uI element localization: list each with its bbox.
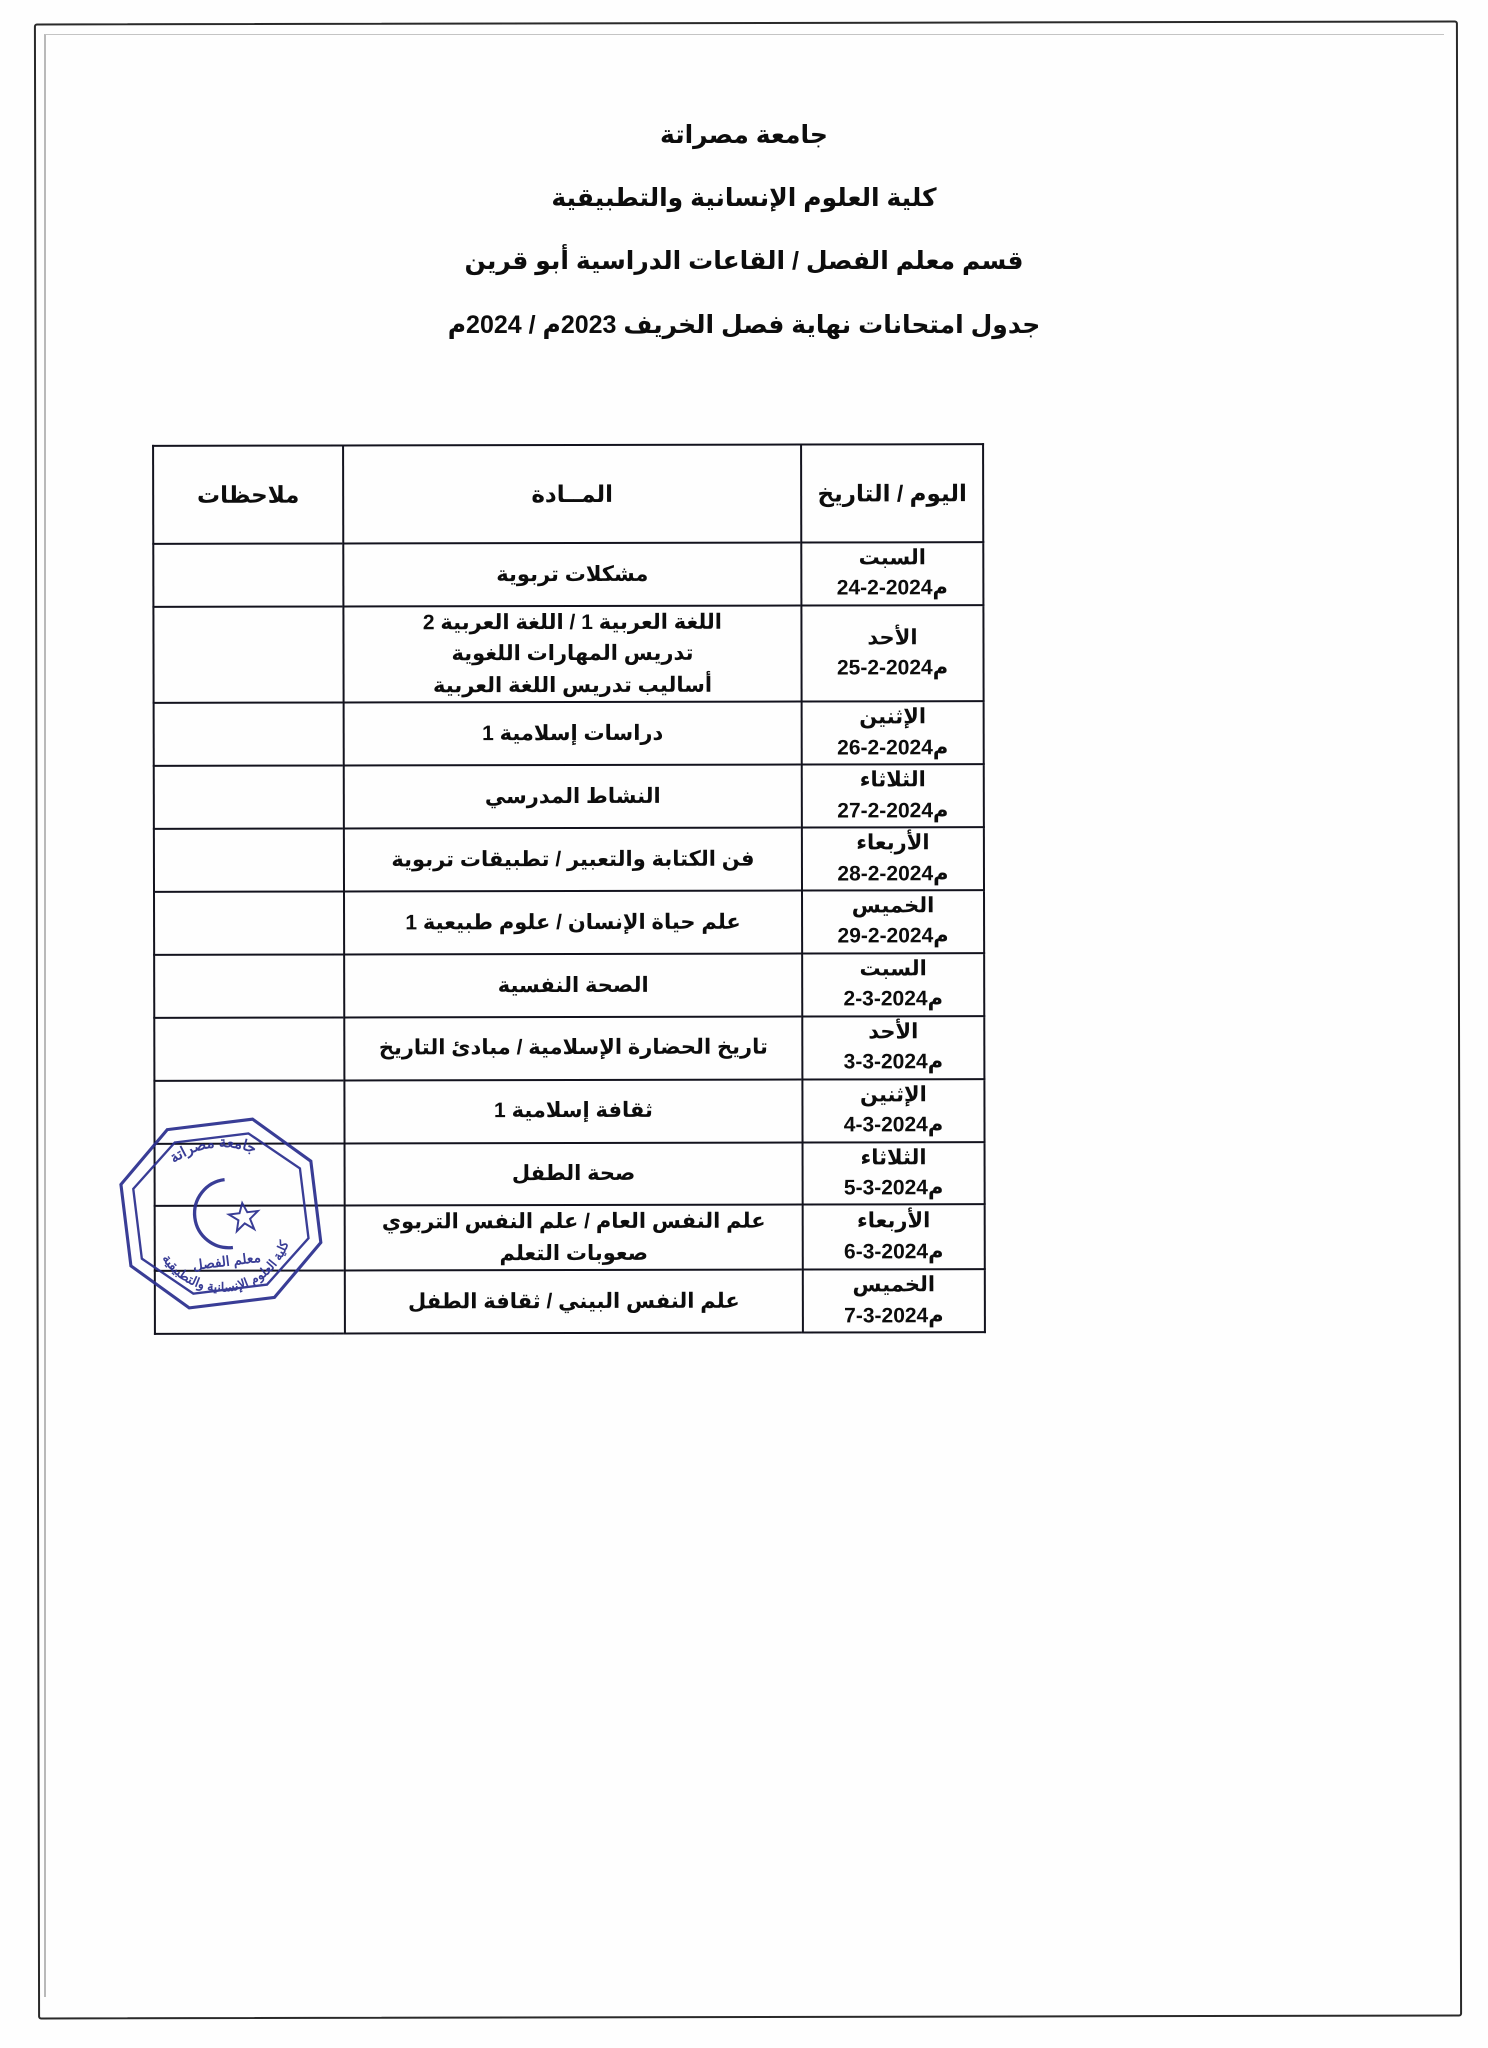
exam-subject-line: ثقافة إسلامية 1 (494, 1099, 653, 1123)
exam-day-name: الإثنين (859, 705, 927, 729)
exam-day-name: الثلاثاء (860, 1145, 927, 1169)
exam-date-cell (802, 890, 984, 953)
exam-subject-line: مشكلات تربوية (496, 562, 649, 586)
stamp-line-bottom: كلية العلوم الإنسانية والتطبيقية (159, 1238, 292, 1295)
exam-subject-line: علم النفس العام / علم النفس التربوي (381, 1209, 766, 1234)
table-row (155, 1205, 985, 1272)
exam-subject-cell (344, 765, 802, 829)
exam-date-value: 6-3-2024م (844, 1240, 944, 1264)
page-title: جدول امتحانات نهاية فصل الخريف 2023م / 2024م (447, 311, 1041, 339)
column-header-subject: المــادة (343, 445, 801, 544)
exam-notes-cell (154, 829, 344, 892)
table-row (154, 764, 984, 829)
table-row (154, 953, 984, 1018)
exam-subject-line: تاريخ الحضارة الإسلامية / مبادئ التاريخ (378, 1036, 768, 1060)
exam-day-name: السبت (858, 546, 926, 570)
exam-notes-cell (155, 1271, 345, 1334)
exam-subject-cell (343, 543, 801, 607)
exam-notes-cell (154, 1080, 344, 1143)
exam-date-value: 27-2-2024م (837, 798, 949, 823)
exam-date-cell (802, 702, 984, 765)
exam-notes-cell (153, 543, 343, 606)
exam-notes-cell (154, 703, 344, 766)
exam-subject-line: الصحة النفسية (497, 973, 649, 997)
column-header-notes: ملاحظات (153, 445, 343, 543)
table-row (153, 542, 983, 607)
exam-subject-cell (343, 605, 801, 702)
exam-notes-cell (154, 1017, 344, 1080)
exam-notes-cell (155, 1143, 345, 1206)
exam-subject-cell (344, 891, 802, 955)
exam-notes-cell (154, 954, 344, 1017)
table-row (155, 1142, 985, 1207)
exam-date-value: 7-3-2024م (844, 1304, 944, 1328)
exam-date-cell (802, 764, 984, 827)
exam-day-name: الخميس (851, 894, 935, 918)
exam-subject-cell (344, 953, 802, 1017)
table-row (154, 890, 984, 955)
exam-day-name: الخميس (852, 1273, 936, 1297)
exam-date-cell (803, 1205, 985, 1270)
university-name: جامعة مصراتة (660, 121, 828, 149)
exam-day-name: الإثنين (860, 1082, 927, 1107)
exam-subject-cell (345, 1205, 803, 1271)
table-row (155, 1270, 985, 1335)
table-header (153, 444, 983, 544)
department-name: قسم معلم الفصل / القاعات الدراسية أبو قرين (464, 247, 1024, 275)
exam-date-cell (802, 827, 984, 890)
exam-date-value: 4-3-2024م (843, 1113, 944, 1137)
exam-subject-line: النشاط المدرسي (484, 784, 661, 809)
exam-date-cell (803, 1270, 985, 1333)
exam-day-name: الأحد (867, 625, 918, 650)
table-row (154, 1016, 984, 1081)
exam-date-cell (801, 605, 983, 702)
exam-date-value: 26-2-2024م (837, 736, 949, 760)
exam-subject-cell (345, 1270, 803, 1334)
table-header-row (153, 444, 983, 544)
exam-subject-line: دراسات إسلامية 1 (482, 721, 664, 746)
exam-day-name: الثلاثاء (859, 768, 926, 792)
exam-day-name: الأحد (868, 1020, 919, 1044)
exam-schedule-table (152, 443, 986, 1335)
table-row (154, 702, 984, 767)
exam-date-value: 25-2-2024م (836, 656, 949, 680)
table-row (154, 1079, 984, 1144)
exam-notes-cell (153, 606, 343, 703)
exam-subject-cell (344, 1016, 802, 1080)
faculty-name: كلية العلوم الإنسانية والتطبيقية (551, 184, 937, 212)
exam-schedule-table-container (154, 443, 986, 1335)
exam-day-name: الأربعاء (857, 1209, 931, 1233)
exam-date-cell (801, 542, 983, 605)
exam-subject-line: فن الكتابة والتعبير / تطبيقات تربوية (391, 847, 755, 872)
exam-subject-line: اللغة العربية 1 / اللغة العربية 2 (422, 610, 723, 635)
table-row (154, 827, 984, 892)
exam-date-cell (802, 1079, 984, 1142)
exam-subject-cell (344, 702, 802, 766)
exam-date-cell (802, 953, 984, 1016)
exam-date-value: 5-3-2024م (843, 1176, 944, 1200)
exam-subject-line: علم حياة الإنسان / علوم طبيعية 1 (405, 910, 741, 935)
exam-subject-cell (344, 828, 802, 892)
table-row (153, 605, 983, 703)
exam-subject-cell (344, 1079, 802, 1143)
column-header-date: اليوم / التاريخ (801, 444, 983, 542)
exam-date-value: 28-2-2024م (837, 861, 949, 886)
exam-day-name: السبت (859, 957, 927, 981)
exam-subject-line: تدريس المهارات اللغوية (451, 642, 694, 666)
exam-date-value: 29-2-2024م (837, 924, 949, 948)
exam-subject-line: صحة الطفل (511, 1162, 636, 1186)
exam-date-value: 24-2-2024م (836, 576, 948, 600)
exam-notes-cell (154, 891, 344, 954)
stamp-line-top: جامعة مصراتة (167, 1135, 259, 1167)
exam-date-value: 2-3-2024م (843, 987, 943, 1011)
table-body (153, 542, 985, 1334)
document-header (0, 120, 1488, 340)
exam-date-cell (802, 1016, 984, 1079)
exam-notes-cell (154, 766, 344, 829)
exam-subject-cell (345, 1142, 803, 1206)
exam-subject-line: صعوبات التعلم (499, 1241, 649, 1266)
exam-date-value: 3-3-2024م (843, 1050, 944, 1074)
stamp-line-middle: معلم الفصل (191, 1249, 262, 1273)
exam-day-name: الأربعاء (856, 831, 930, 855)
exam-subject-line: أساليب تدريس اللغة العربية (433, 673, 713, 698)
exam-subject-line: علم النفس البيني / ثقافة الطفل (407, 1289, 740, 1314)
exam-notes-cell (155, 1206, 345, 1271)
exam-date-cell (803, 1142, 985, 1205)
